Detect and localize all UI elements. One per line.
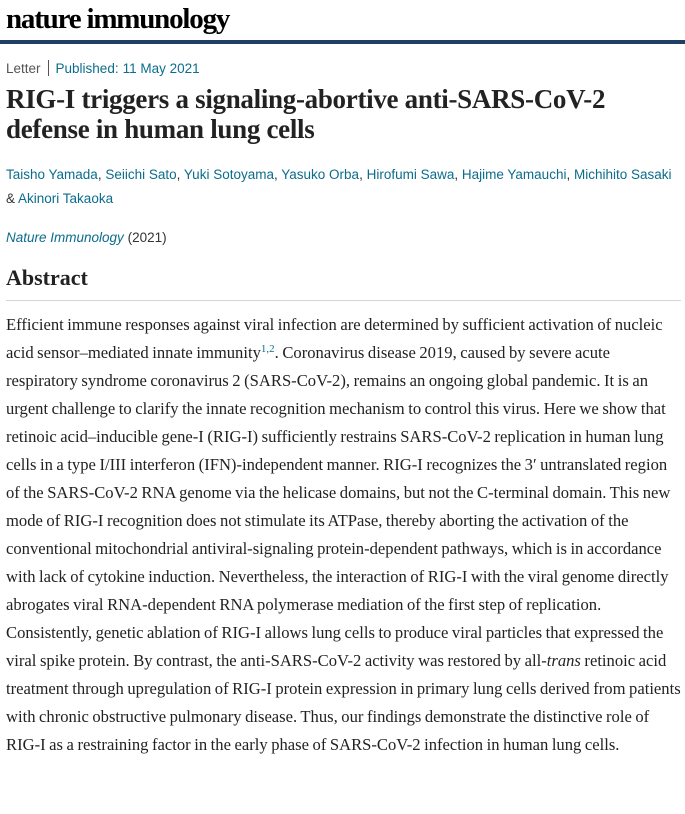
article-type: Letter (6, 60, 41, 76)
author-separator: , (176, 167, 181, 182)
author-separator: , (454, 167, 459, 182)
meta-separator (48, 60, 49, 76)
abstract-body (6, 311, 682, 759)
author-link[interactable]: Yuki Sotoyama (183, 167, 274, 182)
author-list (6, 163, 676, 211)
author-link[interactable]: Michihito Sasaki (573, 167, 672, 182)
author-link[interactable]: Hirofumi Sawa (366, 167, 455, 182)
abstract-text-part: . Coronavirus disease 2019, caused by severe acute respiratory syndrome coronavirus 2 (SARS-CoV-2), remains an ongoing global pandemic. It is an urgent challenge to clarify the innate recognition mechanism to control this virus. Here we show that retinoic acid–inducible gene-I (RIG-I) sufficiently restrains SARS-CoV-2 replication in human lung cells in a type I/III interferon (IFN)-independent manner. RIG-I recognizes the 3′ untranslated region of the SARS-CoV-2 RNA genome via the helicase domains, but not the C-terminal domain. This new mode of RIG-I recognition does not stimulate its ATPase, thereby aborting the activation of the conventional mitochondrial antiviral-signaling protein-dependent pathways, which is in accordance with lack of cytokine induction. Nevertheless, the interaction of RIG-I with the viral genome directly abrogates viral RNA-dependent RNA polymerase mediation of the first step of replication. Consistently, genetic ablation of RIG-I allows lung cells to produce viral particles that expressed the viral spike protein. By contrast, the anti-SARS-CoV-2 activity was restored by all- (6, 343, 671, 670)
citation-line (6, 229, 167, 247)
author-link[interactable]: Seiichi Sato (105, 167, 177, 182)
abstract-heading: Abstract (6, 265, 88, 290)
author-link[interactable]: Akinori Takaoka (18, 191, 114, 206)
italic-term: trans (546, 651, 581, 670)
journal-masthead (6, 0, 685, 40)
reference-2[interactable]: 2 (269, 343, 275, 355)
author-link[interactable]: Taisho Yamada (6, 167, 98, 182)
abstract-divider (6, 300, 681, 301)
reference-1[interactable]: 1 (260, 343, 267, 355)
published-date: 11 May 2021 (122, 60, 200, 76)
masthead-divider (0, 40, 685, 44)
published-label: Published: (55, 60, 119, 76)
citation-year: (2021) (127, 230, 167, 245)
reference-separator: , (266, 343, 270, 355)
author-link[interactable]: Hajime Yamauchi (461, 167, 567, 182)
abstract-text-part: retinoic acid treatment through upregulation of RIG-I protein expression in primary lung cells derived from patients with chronic obstructive pulmonary disease. Thus, our findings demonstrate the distinctive role of RIG-I as a restraining factor in the early phase of SARS-CoV-2 infection in human lung cells. (6, 651, 681, 754)
author-separator: , (273, 167, 278, 182)
author-link[interactable]: Yasuko Orba (281, 167, 360, 182)
abstract-text-part: Efficient immune responses against viral infection are determined by sufficient activation of nucleic acid sensor–mediated innate immunity (6, 315, 663, 362)
journal-logo[interactable]: nature immunology (6, 3, 230, 35)
citation-journal-link[interactable]: Nature Immunology (6, 230, 124, 245)
article-meta (6, 58, 200, 78)
reference-link[interactable] (261, 343, 275, 355)
author-separator: , (566, 167, 571, 182)
author-separator: , (359, 167, 363, 182)
article-title: RIG-I triggers a signaling-abortive anti-SARS-CoV-2 defense in human lung cells (6, 84, 606, 144)
author-joiner: & (6, 191, 16, 206)
author-separator: , (97, 167, 102, 182)
